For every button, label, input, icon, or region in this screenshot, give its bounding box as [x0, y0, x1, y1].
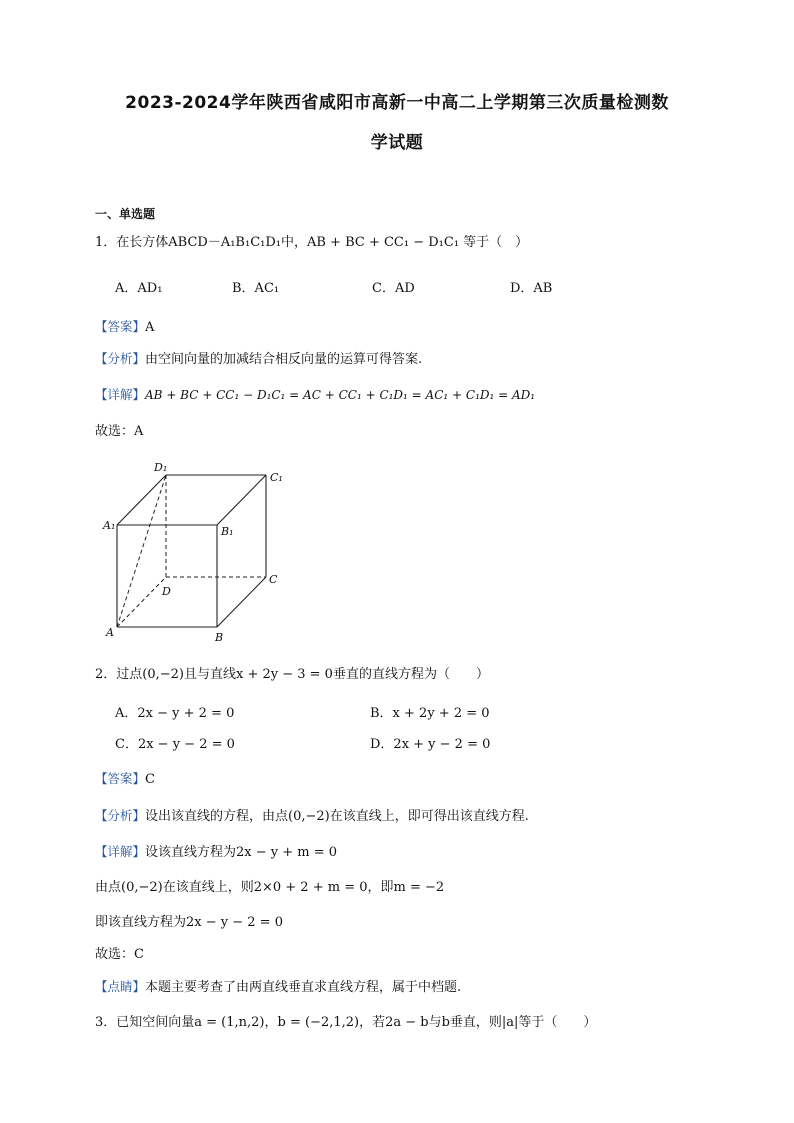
vertex-a-label: A: [106, 626, 114, 639]
q1-stem: 1．在长方体ABCD－A₁B₁C₁D₁中，AB + BC + CC₁ − D₁C₁ 等于（ ）: [95, 235, 529, 250]
vertex-b1-label: B₁: [221, 525, 234, 538]
detail-tag: 【详解】: [95, 387, 146, 402]
answer-tag: 【答案】: [95, 319, 146, 334]
q1-analysis-row: [95, 350, 422, 369]
analysis-tag: 【分析】: [95, 351, 146, 366]
vertex-c-label: C: [269, 573, 278, 586]
q2-option-a: A．2x − y + 2 = 0: [115, 706, 235, 721]
q2-option-c: C．2x − y − 2 = 0: [115, 737, 235, 752]
q1-detail: AB + BC + CC₁ − D₁C₁ = AC + CC₁ + C₁D₁ = AC₁ + C₁D₁ = AD₁: [145, 388, 536, 402]
q2-comment: 本题主要考查了由两直线垂直求直线方程，属于中档题.: [145, 980, 462, 995]
q2-step-1: 由点(0,−2)在该直线上，则2×0 + 2 + m = 0，即m = −2: [95, 880, 445, 895]
vertex-d-label: D: [162, 585, 171, 598]
q1-option-a: A．AD₁: [115, 281, 163, 296]
q2-analysis: 设出该直线的方程，由点(0,−2)在该直线上，即可得出该直线方程.: [145, 809, 529, 824]
q1-detail-row: [95, 386, 535, 405]
q2-option-d: D．2x + y − 2 = 0: [370, 737, 491, 752]
q1-option-b: B．AC₁: [232, 281, 280, 296]
title-line-1: 2023-2024学年陕西省咸阳市高新一中高二上学期第三次质量检测数: [125, 93, 669, 113]
q2-option-b: B．x + 2y + 2 = 0: [370, 706, 490, 721]
title-line-2: 学试题: [370, 133, 424, 153]
detail-tag: 【详解】: [95, 844, 146, 859]
q2-comment-row: [95, 978, 461, 997]
q3-stem: 3．已知空间向量a = (1,n,2)，b = (−2,1,2)，若2a − b与b垂直，则|a|等于（ ）: [95, 1015, 597, 1030]
q1-option-c: C．AD: [372, 281, 415, 296]
q1-conclusion: 故选：A: [95, 424, 144, 439]
q2-answer-row: [95, 770, 155, 789]
q1-answer: A: [145, 320, 155, 335]
vertex-c1-label: C₁: [270, 471, 283, 484]
q2-conclusion: 故选：C: [95, 947, 144, 962]
answer-tag: 【答案】: [95, 771, 146, 786]
q2-detail: 设该直线方程为2x − y + m = 0: [145, 845, 338, 860]
vertex-d1-label: D₁: [154, 461, 168, 474]
q2-answer: C: [145, 772, 155, 787]
q2-stem: 2．过点(0,−2)且与直线x + 2y − 3 = 0垂直的直线方程为（ ）: [95, 667, 489, 682]
vertex-b-label: B: [215, 631, 224, 644]
vertex-a1-label: A₁: [103, 519, 116, 532]
q2-analysis-row: [95, 807, 529, 826]
analysis-tag: 【分析】: [95, 808, 146, 823]
section-heading: 一、单选题: [95, 207, 156, 221]
q1-answer-row: [95, 318, 154, 337]
q1-analysis: 由空间向量的加减结合相反向量的运算可得答案.: [145, 352, 423, 367]
q2-detail-row: [95, 843, 337, 862]
q2-step-2: 即该直线方程为2x − y − 2 = 0: [95, 915, 283, 930]
cuboid-figure: [100, 455, 300, 645]
q1-option-d: D．AB: [510, 281, 553, 296]
comment-tag: 【点睛】: [95, 979, 146, 994]
